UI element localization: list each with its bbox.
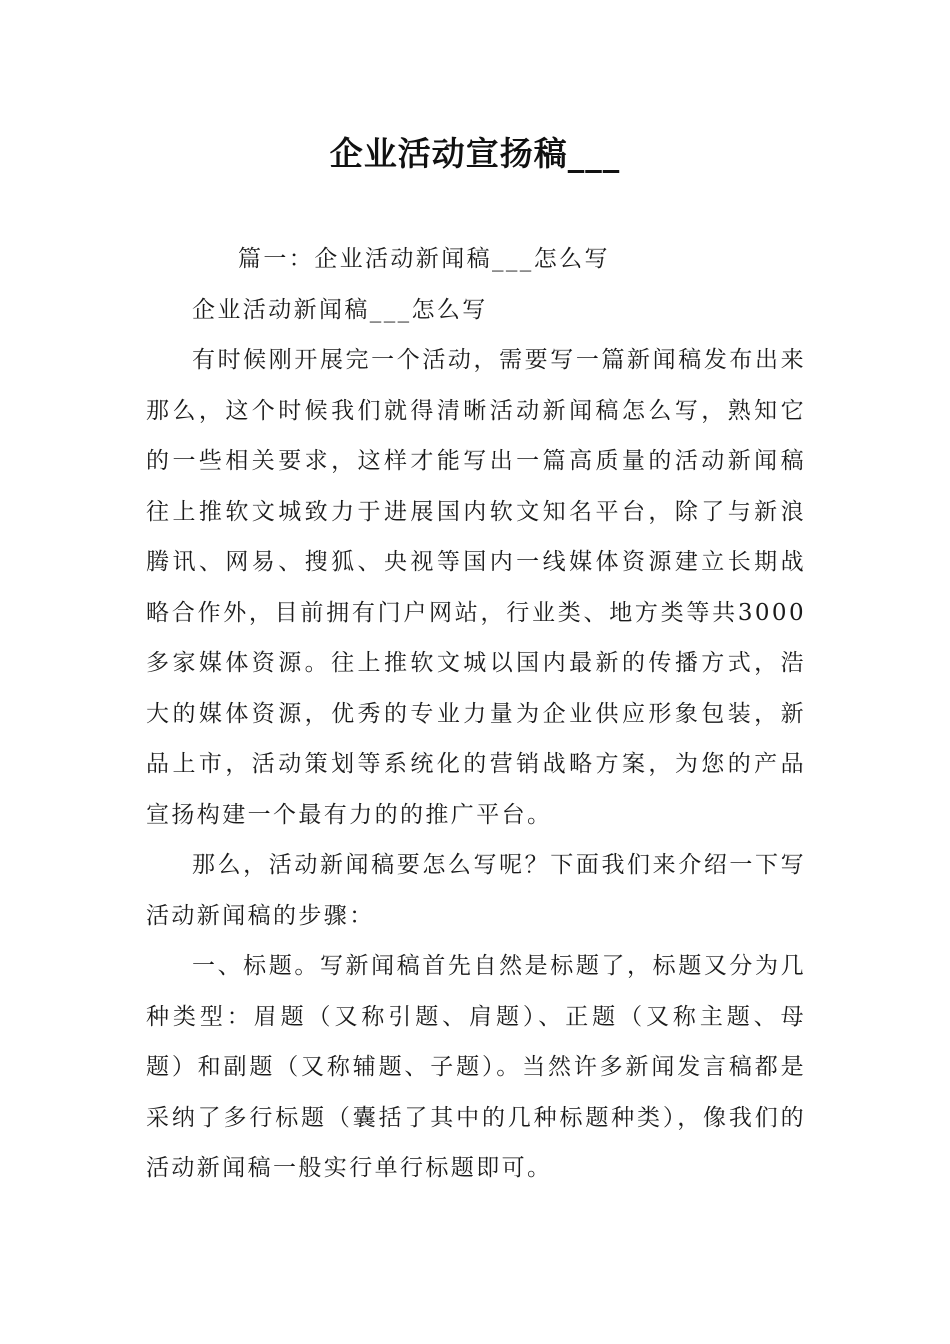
section-heading: 篇一：企业活动新闻稿___怎么写 [238,246,610,272]
document-title: 企业活动宣扬稿___ [329,134,621,173]
document-body [146,234,806,1194]
body-paragraph: 一、标题。写新闻稿首先自然是标题了，标题又分为几种类型：眉题（又称引题、肩题）、正题（又称主题、母题）和副题（又称辅题、子题）。当然许多新闻发言稿都是采纳了多行标题（囊括了其中的几种标题种类），像我们的活动新闻稿一般实行单行标题即可。 [146,953,806,1181]
body-paragraph: 有时候刚开展完一个活动，需要写一篇新闻稿发布出来那么，这个时候我们就得清晰活动新闻稿怎么写，熟知它的一些相关要求，这样才能写出一篇高质量的活动新闻稿往上推软文城致力于进展国内软文知名平台，除了与新浪腾讯、网易、搜狐、央视等国内一线媒体资源建立长期战略合作外，目前拥有门户网站，行业类、地方类等共3000多家媒体资源。往上推软文城以国内最新的传播方式，浩大的媒体资源，优秀的专业力量为企业供应形象包装，新品上市，活动策划等系统化的营销战略方案，为您的产品宣扬构建一个最有力的的推广平台。 [146,347,806,828]
body-paragraph: 那么，活动新闻稿要怎么写呢？下面我们来介绍一下写活动新闻稿的步骤： [146,852,806,929]
article-heading: 企业活动新闻稿___怎么写 [192,296,488,323]
